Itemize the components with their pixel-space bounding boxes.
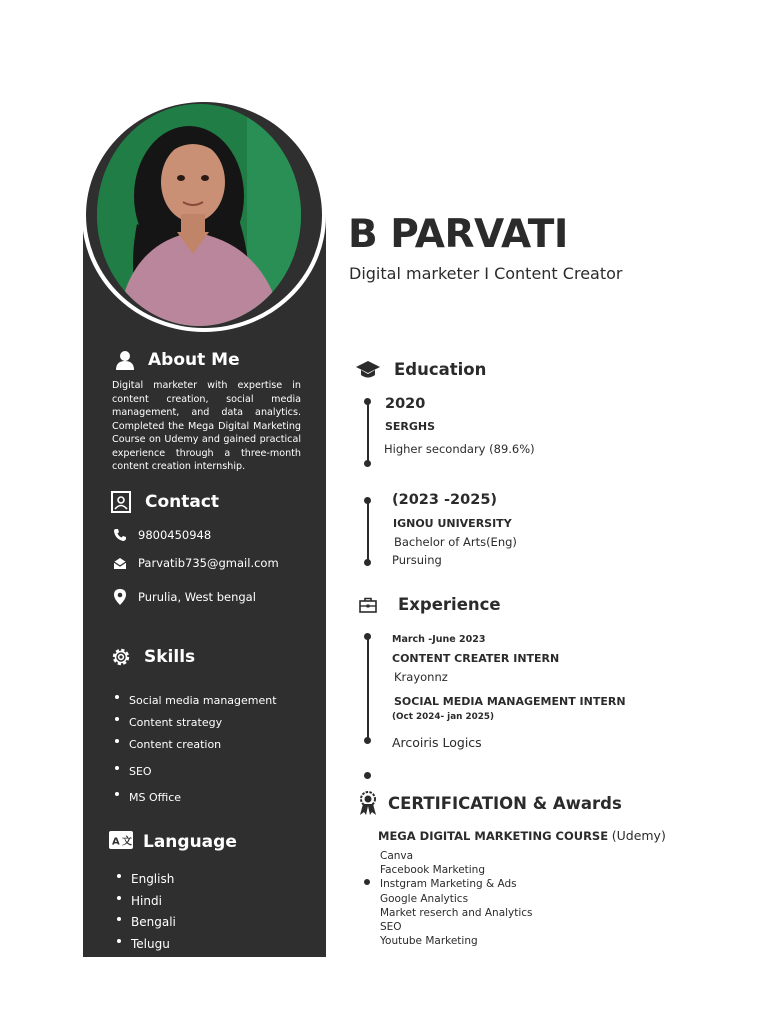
list-item: Bengali [117, 912, 176, 934]
timeline-dot [364, 737, 371, 744]
timeline-dot [364, 772, 371, 779]
timeline-dot [364, 633, 371, 640]
experience-title: CONTENT CREATER INTERN [392, 652, 560, 665]
list-item: MS Office [115, 787, 277, 809]
education-school: SERGHS [385, 420, 436, 433]
education-heading-label: Education [394, 360, 487, 379]
phone-icon [113, 528, 127, 542]
list-item: Google Analytics [380, 892, 469, 905]
timeline-dot [364, 460, 371, 467]
education-year: 2020 [385, 396, 426, 412]
experience-company: Krayonnz [394, 670, 448, 684]
list-item: Youtube Marketing [380, 935, 478, 948]
about-heading-label: About Me [148, 350, 240, 370]
experience-company: Arcoiris Logics [392, 735, 482, 750]
timeline-dot [364, 398, 371, 405]
contact-heading [111, 491, 219, 513]
translate-icon [109, 831, 131, 853]
skills-list [115, 690, 277, 809]
user-icon [114, 349, 136, 371]
certification-heading-label: CERTIFICATION & Awards [388, 793, 622, 813]
contact-phone: 9800450948 [113, 528, 211, 542]
experience-heading [359, 595, 501, 614]
experience-timeline [367, 637, 369, 740]
portrait-photo-icon [97, 104, 301, 326]
graduation-cap-icon [356, 361, 380, 379]
briefcase-icon [359, 597, 377, 613]
list-item: Hindi [117, 891, 176, 913]
list-item: Canva [380, 850, 414, 862]
award-ribbon-icon [359, 790, 377, 816]
gear-icon [110, 646, 132, 668]
list-item: SEO [115, 761, 277, 783]
experience-title: SOCIAL MEDIA MANAGEMENT INTERN [394, 695, 626, 708]
timeline-dot [364, 559, 371, 566]
contact-card-icon [111, 491, 133, 513]
certification-heading [359, 790, 622, 816]
education-heading [356, 360, 486, 379]
svg-text:文: 文 [122, 836, 132, 848]
language-heading [109, 831, 237, 853]
education-detail: Bachelor of Arts(Eng) [394, 535, 517, 549]
language-list [117, 869, 176, 956]
skills-heading [110, 646, 195, 668]
education-timeline-1 [367, 401, 369, 462]
certification-list [380, 849, 533, 948]
education-timeline-2 [367, 500, 369, 562]
language-heading-label: Language [143, 832, 237, 852]
education-year: (2023 -2025) [392, 492, 498, 508]
contact-email: Parvatib735@gmail.com [113, 556, 279, 570]
contact-heading-label: Contact [145, 492, 220, 512]
list-item: SEO [380, 921, 402, 934]
candidate-role: Digital marketer I Content Creator [349, 264, 623, 283]
profile-photo [97, 104, 301, 326]
skills-heading-label: Skills [144, 647, 196, 667]
about-heading [114, 349, 240, 371]
list-item: Content strategy [115, 712, 277, 734]
timeline-dot [364, 879, 370, 885]
mail-open-icon [113, 557, 127, 570]
list-item: Facebook Marketing [380, 864, 486, 877]
list-item: Market reserch and Analytics [380, 906, 533, 919]
list-item: Social media management [115, 690, 277, 712]
certification-course: MEGA DIGITAL MARKETING COURSE (Udemy) [378, 828, 666, 843]
about-text: Digital marketer with expertise in content creation, social media management, and data analytics. Completed the Mega Digital Marketing Course on Udemy and gained practical experience through a three-month content creation internship. [112, 380, 301, 472]
education-detail: Higher secondary (89.6%) [384, 442, 535, 456]
list-item: English [117, 869, 176, 891]
location-pin-icon [113, 588, 127, 606]
experience-date: (Oct 2024- jan 2025) [392, 712, 494, 722]
education-school: IGNOU UNIVERSITY [393, 517, 512, 530]
experience-heading-label: Experience [398, 595, 501, 614]
experience-date: March -June 2023 [392, 634, 486, 645]
timeline-dot [364, 497, 371, 504]
candidate-name: B PARVATI [348, 212, 568, 257]
svg-text:A: A [112, 836, 120, 848]
list-item: Content creation [115, 734, 277, 756]
list-item: Instgram Marketing & Ads [380, 878, 517, 891]
contact-location: Purulia, West bengal [113, 588, 256, 606]
education-status: Pursuing [392, 553, 442, 567]
list-item: Telugu [117, 934, 176, 956]
